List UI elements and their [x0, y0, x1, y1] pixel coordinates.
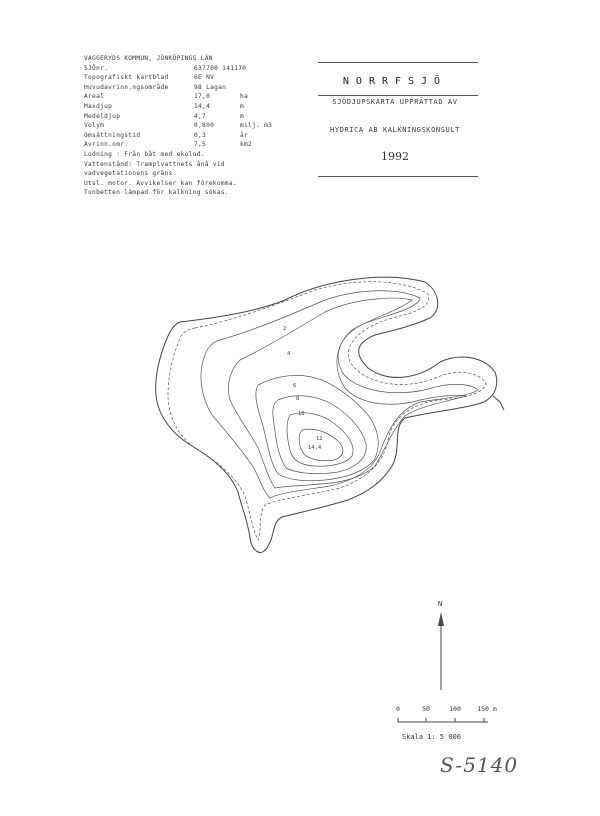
scale-tick-label: 100	[449, 705, 461, 713]
info-unit: km2	[240, 141, 253, 149]
title-line-2: HYDRICA AB KALKNINGSKONSULT	[330, 126, 460, 134]
info-unit: milj. m3	[240, 122, 273, 130]
info-header: VAGGERYDS KOMMUN, JÖNKÖPINGS LÄN	[84, 55, 213, 62]
north-label: N	[438, 600, 443, 608]
title-year: 1992	[381, 150, 409, 163]
info-note: Lodning : Från båt med ekolod.	[84, 150, 205, 158]
info-value: 17,0	[194, 93, 211, 101]
info-label: Areal	[84, 93, 105, 101]
depth-label: 6	[293, 383, 297, 389]
depth-label: 2	[283, 326, 287, 332]
info-label: Omsättningstid	[84, 131, 141, 139]
info-value: 7,5	[194, 141, 207, 149]
info-note: Utsl. motor. Avvikelser kan förekomma.	[84, 179, 237, 187]
info-unit: ha	[240, 93, 249, 101]
info-note: vadvegetationens gräns.	[84, 170, 177, 178]
lake-shoreline	[156, 277, 497, 552]
depth-contour-2m	[168, 282, 486, 540]
depth-label: 12	[316, 436, 323, 442]
depth-label: 14,4	[308, 445, 322, 451]
depth-label: 8	[296, 396, 300, 402]
info-unit: m	[240, 112, 245, 120]
handwritten-id: S-5140	[440, 753, 519, 777]
depth-contour-10m	[273, 396, 366, 474]
info-label: Huvudavrinn.ngsområde	[84, 83, 169, 91]
scale-tick-label: 50	[422, 705, 430, 713]
north-arrow-icon	[438, 612, 444, 626]
depth-label: 4	[287, 351, 291, 357]
info-note: Tunbetten lämpad för kalkning sökas.	[84, 189, 229, 197]
info-label: Volym	[84, 122, 105, 130]
depth-contour-4m	[201, 291, 478, 498]
info-value: 0,3	[194, 131, 207, 139]
info-label: Maxdjup	[84, 102, 113, 110]
info-value: 6E NV	[194, 74, 215, 82]
info-value: 0,800	[194, 122, 215, 130]
title-line-1: SJÖDJUPSKARTA UPPRÄTTAD AV	[332, 98, 458, 106]
info-label: SJÖnr.	[84, 64, 109, 72]
lake-name: NORRFSJÖ	[342, 76, 448, 87]
info-unit: m	[240, 102, 245, 110]
depth-contour-6m	[228, 298, 466, 488]
info-label: Medeldjup	[84, 112, 121, 120]
info-value: 637700 141170	[194, 64, 247, 72]
info-unit: år	[240, 131, 249, 139]
depth-label: 10	[298, 411, 305, 417]
scale-label: Skala 1: 5 000	[402, 733, 462, 741]
outlet-stream	[493, 396, 504, 410]
info-value: 14,4	[194, 102, 211, 110]
info-label: Topografiskt kartblad	[84, 74, 169, 82]
info-label: Avrinn.omr.	[84, 141, 129, 149]
info-note: Vattenstånd: Tramplvattnets ånå vid	[84, 160, 225, 168]
scale-tick-label: 150 m	[477, 705, 497, 713]
info-value: 4,7	[194, 112, 207, 120]
info-value: 98 Lagan	[194, 83, 227, 91]
scale-tick-label: 0	[396, 705, 400, 713]
